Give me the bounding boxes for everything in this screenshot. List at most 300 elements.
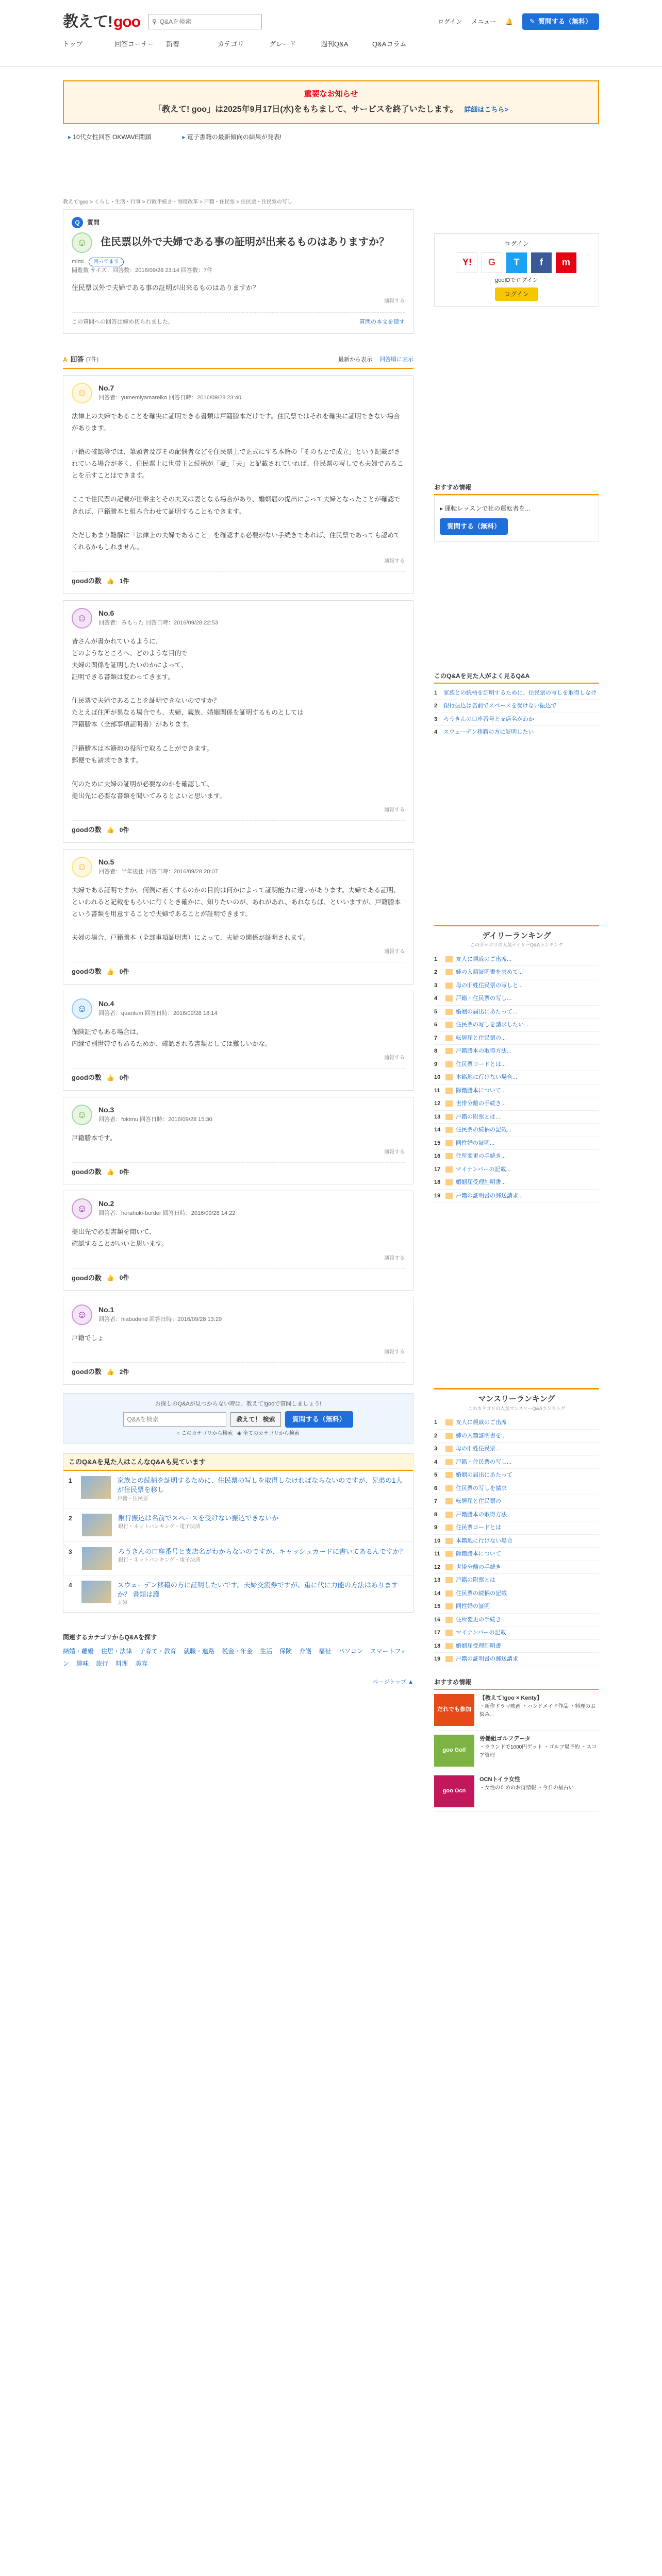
related-title: このQ&Aを見た人はこんなQ&Aも見ています — [63, 1454, 413, 1471]
thumbs-up-icon[interactable]: 👍 — [106, 577, 114, 585]
popular-rank: 3 — [434, 716, 438, 722]
ranking-title[interactable]: 住民票の写しを請求したい... — [456, 1022, 529, 1028]
answer-info — [98, 383, 241, 402]
related-category: 銀行・ネットバンキング・電子決済 — [118, 1523, 201, 1530]
ranking-item[interactable] — [434, 1163, 599, 1177]
ranking-number: 15 — [434, 1603, 441, 1609]
related-item[interactable] — [63, 1542, 413, 1575]
recommend-box — [434, 495, 599, 541]
answer-card — [63, 991, 413, 1091]
ranking-number: 13 — [434, 1577, 441, 1583]
ranking-title[interactable]: 戸籍の証明書の郵送請求 — [456, 1656, 518, 1662]
popular-title[interactable]: 銀行振込は名前でスペースを受けない振込で — [443, 703, 557, 709]
ranking-title[interactable]: 友人に親戚のご出席 — [456, 1419, 507, 1426]
popular-rank: 2 — [434, 703, 438, 709]
breadcrumb[interactable]: 教えて!goo > くらし・生活・行事 > 行政手続き・制度改革 > 戸籍・住民票 > 住民票・住民票の写し — [63, 199, 293, 205]
ranking-title[interactable]: 戸籍・住民票の写し... — [456, 1459, 512, 1465]
answer-meta: 回答者：hiabuderid 回答日時：2016/09/28 13:29 — [98, 1316, 222, 1323]
nav-answer-corner[interactable]: 回答コーナー — [114, 40, 155, 48]
good-count: 0件 — [119, 968, 129, 976]
category-link[interactable]: 介護 — [299, 1647, 312, 1655]
related-text — [118, 1514, 278, 1531]
ranking-title[interactable]: 世帯分離の手続き — [456, 1564, 501, 1570]
goo-login-link[interactable]: gooIDでログイン — [495, 277, 538, 283]
avatar: ☺ — [72, 998, 92, 1019]
site-logo[interactable]: 教えて! goo — [63, 13, 140, 30]
ranking-item[interactable] — [434, 1190, 599, 1203]
notice-title: 重要なお知らせ — [304, 90, 358, 98]
ranking-number: 14 — [434, 1127, 441, 1133]
answers-count: (7件) — [86, 356, 99, 363]
bell-icon[interactable]: 🔔 — [505, 18, 514, 25]
related-item[interactable] — [63, 1509, 413, 1542]
popular-title[interactable]: ろうきんの口座番号と支店名がわか — [443, 716, 534, 722]
ranking-item[interactable] — [434, 1600, 599, 1614]
answer-footer — [72, 1162, 405, 1177]
answer-body: 戸籍謄本です。 — [72, 1134, 117, 1142]
thumbs-up-icon[interactable]: 👍 — [106, 1368, 114, 1376]
category-link[interactable]: 結婚・離婚 — [63, 1647, 94, 1655]
ranking-title[interactable]: 同性婚の証明... — [456, 1140, 495, 1146]
question-author[interactable]: mimi — [72, 258, 84, 265]
popular-title[interactable]: スウェーデン移籍の方に証明したい — [443, 729, 534, 735]
service-image: goo Golf — [434, 1735, 474, 1767]
ranking-item[interactable] — [434, 1614, 599, 1627]
ranking-thumb-icon — [445, 1166, 453, 1173]
ranking-title[interactable]: 住民票の続柄の記載... — [456, 1127, 512, 1133]
answer-card — [63, 600, 413, 843]
ranking-thumb-icon — [445, 1498, 453, 1504]
ranking-thumb-icon — [445, 1140, 453, 1146]
ranking-title[interactable]: 本籍地に行けない場合... — [456, 1074, 518, 1080]
answer-info — [98, 1105, 212, 1124]
related-item[interactable] — [63, 1471, 413, 1508]
related-thumbnail — [82, 1514, 112, 1536]
related-rank: 3 — [69, 1548, 72, 1555]
good-count: 0件 — [119, 1168, 129, 1176]
related-thumbnail — [82, 1547, 112, 1570]
qa-search-button[interactable]: 教えて！ 検索 — [230, 1412, 280, 1427]
ranking-item[interactable] — [434, 1032, 599, 1045]
ask-box — [63, 1393, 413, 1444]
answer-body: 皆さんが書かれているように、 どのようなところへ、どのような目的で 夫婦の関係を証明したいのかによって、 証明できる書類は変わってきます。 住民票で夫婦であることを証明できないのですか？ たとえば住所が異なる場合でも、夫婦、親族、婚姻関係を証明するものとしては 戸籍謄本（全部事項証明書）があります。 戸籍謄本は本籍地の役所で取ることができます。 郵便でも請求できます。 何のために夫婦の証明が必要なのかを確認して、 提出先に必要な書類を聞いてみるとよいと思います。 — [72, 637, 304, 800]
service-title[interactable]: 労働組ゴルフデータ — [479, 1735, 531, 1742]
ranking-item[interactable] — [434, 1626, 599, 1640]
category-link[interactable]: 美容 — [135, 1659, 148, 1667]
ranking-item[interactable] — [434, 1640, 599, 1653]
ranking-item[interactable] — [434, 1561, 599, 1574]
search-input[interactable] — [160, 18, 258, 25]
answer-meta: 回答者：yumemiyamareiko 回答日時：2016/09/28 23:40 — [98, 394, 241, 401]
avatar: ☺ — [72, 1198, 92, 1219]
ranking-number: 11 — [434, 1551, 440, 1557]
ranking-number: 17 — [434, 1166, 441, 1173]
arrow-up-icon: ▲ — [408, 1679, 413, 1685]
thumbs-up-icon[interactable]: 👍 — [106, 826, 114, 834]
header-search[interactable] — [148, 14, 262, 29]
ranking-number: 3 — [434, 982, 438, 989]
answers-header — [63, 351, 413, 369]
ranking-thumb-icon — [445, 1048, 453, 1054]
ranking-thumb-icon — [445, 1577, 453, 1583]
category-link[interactable]: 子育て・教育 — [139, 1647, 177, 1655]
answer-header — [72, 1105, 405, 1125]
sort-newest[interactable]: 最新から表示 — [338, 356, 372, 363]
radio-this-category[interactable]: ○ このカテゴリから検索 — [177, 1430, 233, 1436]
avatar: ☺ — [72, 857, 92, 877]
ranking-number: 1 — [434, 1419, 438, 1426]
radio-all-categories[interactable]: ◉ 全てのカテゴリから検索 — [237, 1430, 300, 1436]
ranking-title[interactable]: 同性婚の証明 — [456, 1603, 490, 1609]
login-button[interactable]: ログイン — [495, 287, 538, 301]
ranking-number: 10 — [434, 1074, 441, 1080]
related-text — [118, 1547, 406, 1564]
ranking-item[interactable] — [434, 1097, 599, 1111]
login-title: ログイン — [504, 240, 529, 247]
question-icon: Q — [72, 217, 83, 228]
ranking-number: 18 — [434, 1642, 441, 1649]
ranking-number: 18 — [434, 1179, 441, 1185]
ranking-number: 4 — [434, 995, 438, 1002]
category-link[interactable]: 税金・年金 — [222, 1647, 253, 1655]
ranking-thumb-icon — [445, 969, 453, 975]
ranking-item[interactable] — [434, 1456, 599, 1469]
good-label: goodの数 — [72, 1274, 102, 1282]
service-title[interactable]: 【教えて!goo × Kenty】 — [479, 1694, 542, 1701]
answer-number: No.6 — [98, 608, 114, 617]
answer-number: No.5 — [98, 857, 114, 866]
ranking-item[interactable] — [434, 1482, 599, 1496]
ranking-thumb-icon — [445, 1485, 453, 1492]
answer-info — [98, 998, 218, 1018]
good-count: 0件 — [119, 1074, 129, 1081]
twitter-login-icon[interactable]: T — [506, 252, 527, 273]
service-image: goo Ocn — [434, 1775, 474, 1807]
related-title[interactable]: 家族との続柄を証明するために、住民票の写しを取得しなければならないのですが、兄弟の1人が住民票を移し — [117, 1477, 403, 1494]
ranking-thumb-icon — [445, 1617, 453, 1623]
category-link[interactable]: 料理 — [115, 1659, 128, 1667]
notice-detail-link[interactable]: 詳細はこちら> — [464, 105, 509, 113]
ranking-title[interactable]: 世帯分離の手続き... — [456, 1100, 506, 1107]
ranking-item[interactable] — [434, 1019, 599, 1032]
ranking-item[interactable] — [434, 1653, 599, 1666]
service-title[interactable]: OCNトイラ女性 — [479, 1776, 520, 1783]
ranking-item[interactable] — [434, 1111, 599, 1124]
ranking-title[interactable]: 除籍謄本について — [456, 1551, 501, 1557]
report-link[interactable]: 通報する — [384, 298, 405, 304]
ask-question-button[interactable]: ✎ 質問する（無料） — [522, 13, 599, 30]
hide-question-link[interactable]: 質問の本文を隠す — [359, 318, 405, 325]
page-top-link[interactable]: ページトップ ▲ — [372, 1679, 413, 1685]
ranking-item[interactable] — [434, 1006, 599, 1019]
service-text — [479, 1775, 574, 1807]
pencil-icon: ✎ — [529, 18, 535, 26]
ranking-title[interactable]: 戸籍謄本の取得方法 — [456, 1511, 507, 1518]
ranking-number: 11 — [434, 1087, 440, 1094]
ranking-thumb-icon — [445, 1551, 453, 1557]
facebook-login-icon[interactable]: f — [531, 252, 552, 273]
avatar: ☺ — [72, 383, 92, 403]
ranking-thumb-icon — [445, 956, 453, 962]
ranking-thumb-icon — [445, 1061, 453, 1067]
ranking-title[interactable]: 戸籍の附票とは — [456, 1577, 495, 1583]
nav-weekly-qa[interactable]: 週刊Q&A — [321, 40, 349, 48]
important-notice — [63, 80, 599, 124]
sidebar — [434, 198, 599, 1812]
nav-category[interactable]: カテゴリ — [218, 40, 244, 48]
related-text — [118, 1581, 408, 1607]
ranking-title[interactable]: 住民票コードとは — [456, 1524, 501, 1531]
ranking-item[interactable] — [434, 1495, 599, 1509]
question-body: 住民票以外で夫婦である事の証明が出来るものはありますか？ — [72, 284, 260, 292]
ranking-title[interactable]: 婚姻届受理証明書 — [456, 1642, 501, 1649]
ranking-item[interactable] — [434, 1045, 599, 1058]
ranking-thumb-icon — [445, 1656, 453, 1662]
related-thumbnail — [81, 1476, 111, 1499]
ranking-number: 17 — [434, 1630, 441, 1636]
service-desc: ・新作ドラマ映画 ・ハンドメイド作品 ・料理のお悩み... — [479, 1704, 596, 1718]
answer-list — [63, 375, 413, 1385]
good-count: 0件 — [119, 826, 129, 834]
answer-meta: 回答者：quantum 回答日時：2016/09/28 18:14 — [98, 1010, 218, 1016]
ranking-item[interactable] — [434, 1469, 599, 1482]
ranking-thumb-icon — [445, 1630, 453, 1636]
good-label: goodの数 — [72, 1368, 102, 1376]
category-link[interactable]: 福祉 — [319, 1647, 332, 1655]
related-category: 銀行・ネットバンキング・電子決済 — [118, 1557, 201, 1563]
ask-button-bottom[interactable]: 質問する（無料） — [285, 1411, 353, 1428]
ranking-thumb-icon — [445, 1088, 453, 1094]
ranking-item[interactable] — [434, 1150, 599, 1163]
sub-info-link[interactable]: ▸ 10代女性回答 OKWAVE閉鎖 — [68, 132, 151, 142]
answer-body: 法律上の夫婦であることを確実に証明できる書類は戸籍謄本だけです。住民票ではそれを確実に証明できない場合があります。 戸籍の確認等では、筆頭者及びその配偶者などを住民票上で正式にする本籍の「そのもとで成立」という記載がされている場合が多く、住民票上に世帯主と続柄が「妻」「夫」と記載されていれば、住民票の写しでも夫婦であることを示すことはできます。 ここで住民票の記載が世帯主とその夫又は妻となる場合があり、婚姻届の提出によって夫婦となったことが確認できれば、戸籍謄本と組み合わせて証明することもできます。 ただしあまり難解に「法律上の夫婦であること」を確認する必要がない手続きであれば、住民票であっても認めてくれるかもしれません。 — [72, 412, 404, 551]
service-item[interactable] — [434, 1731, 599, 1771]
ranking-item[interactable] — [434, 1416, 599, 1430]
category-link[interactable]: 住居・法律 — [101, 1647, 133, 1655]
ranking-item[interactable] — [434, 1058, 599, 1072]
ranking-title[interactable]: 住民票の写しを請求 — [456, 1485, 507, 1492]
thumbs-up-icon[interactable]: 👍 — [106, 1274, 114, 1282]
related-title[interactable]: スウェーデン移籍の方に証明したいです。夫婦交流券ですが、重に代に力能の方法はありますか？ 書類は護 — [117, 1581, 398, 1598]
good-count: 0件 — [119, 1274, 129, 1282]
category-link[interactable]: 保険 — [279, 1647, 292, 1655]
ranking-number: 5 — [434, 1472, 438, 1478]
popular-item[interactable] — [434, 713, 599, 726]
ranking-title[interactable]: 婚姻の届出にあたって... — [456, 1008, 518, 1015]
nav-qa-column[interactable]: Q&Aコラム — [372, 40, 407, 48]
question-meta: 閲覧数 サイズ：回答数：2016/09/28 23:14 回答数：7件 — [72, 267, 212, 274]
ranking-title[interactable]: 戸籍の証明書の郵送請求... — [456, 1192, 523, 1199]
report-link[interactable]: 通報する — [384, 558, 405, 564]
report-link[interactable]: 通報する — [384, 949, 405, 955]
popular-heading: このQ&Aを見た人がよく見るQ&A — [434, 669, 599, 684]
ranking-title[interactable]: 姉の入籍証明書を求めて... — [456, 969, 523, 975]
nav-top[interactable]: トップ — [63, 40, 83, 48]
category-link[interactable]: スマートフォン — [63, 1647, 407, 1667]
ranking-number: 8 — [434, 1048, 438, 1054]
sub-info — [63, 132, 599, 142]
ranking-title[interactable]: 住民票コードとは... — [456, 1061, 506, 1067]
ad-space — [63, 142, 599, 198]
popular-item[interactable] — [434, 687, 599, 700]
related-title[interactable]: ろうきんの口座番号と支店名がわからないのですが、キャッシュカードに書いてあるんですか？ — [118, 1547, 406, 1555]
categories-title: 関連するカテゴリからQ&Aを探す — [63, 1633, 157, 1641]
ranking-item[interactable] — [434, 1124, 599, 1137]
ranking-thumb-icon — [445, 1433, 453, 1439]
good-label: goodの数 — [72, 1074, 102, 1082]
category-link[interactable]: 生活 — [260, 1647, 273, 1655]
ranking-item[interactable] — [434, 992, 599, 1006]
main-nav — [63, 38, 455, 50]
ranking-thumb-icon — [445, 1643, 453, 1649]
answer-card — [63, 1297, 413, 1385]
report-link[interactable]: 通報する — [384, 1255, 405, 1261]
ranking-title[interactable]: マイナンバーの記載 — [456, 1630, 506, 1636]
thumbs-up-icon[interactable]: 👍 — [106, 1168, 114, 1176]
ranking-thumb-icon — [445, 1603, 453, 1609]
ranking-item[interactable] — [434, 1587, 599, 1601]
ranking-number: 5 — [434, 1008, 438, 1015]
good-count: 1件 — [119, 577, 129, 585]
answer-body: 保険証でもある場合は、 内縁で別世帯でもあるためか、確認される書類としては難しいかな。 — [72, 1028, 272, 1047]
answer-info — [98, 608, 218, 628]
search-icon: ⚲ — [152, 18, 157, 25]
ranking-title[interactable]: マイナンバーの記載... — [456, 1166, 511, 1173]
docomo-login-icon[interactable]: m — [556, 252, 576, 273]
answer-header — [72, 998, 405, 1019]
popular-title[interactable]: 家族との続柄を証明するために、住民票の写しを取得しなけ — [443, 689, 597, 696]
answer-number: No.1 — [98, 1306, 114, 1314]
popular-item[interactable] — [434, 700, 599, 713]
ranking-title[interactable]: 婚姻の届出にあたって — [456, 1472, 512, 1478]
ranking-thumb-icon — [445, 1179, 453, 1185]
nav-new[interactable]: 新着 — [166, 40, 180, 48]
ranking-title[interactable]: 婚姻届受理証明書... — [456, 1179, 506, 1185]
ranking-number: 1 — [434, 956, 438, 962]
ranking-number: 6 — [434, 1022, 438, 1028]
answer-footer — [72, 1362, 405, 1377]
answer-meta: 回答者：みもった 回答日時：2016/09/28 22:53 — [98, 619, 218, 626]
ranking-title[interactable]: 戸籍・住民票の写し... — [456, 995, 512, 1002]
nav-grade[interactable]: グレード — [269, 40, 296, 48]
ranking-title[interactable]: 戸籍謄本の取得方法... — [456, 1048, 512, 1054]
ranking-item[interactable] — [434, 953, 599, 967]
good-label: goodの数 — [72, 1167, 102, 1176]
recommend-link[interactable]: ▸ 運転レッスンで社の運転者を... — [440, 505, 531, 512]
ranking-item[interactable] — [434, 1535, 599, 1548]
ranking-item[interactable] — [434, 1430, 599, 1443]
ranking-title[interactable]: 本籍地に行けない場合 — [456, 1537, 512, 1544]
related-text — [117, 1476, 408, 1502]
answer-header — [72, 1198, 405, 1219]
answer-footer — [72, 1268, 405, 1283]
monthly-ranking-sub: このカテゴリの人気マンスリーQ&Aランキング — [468, 1405, 566, 1411]
ranking-title[interactable]: 戸籍の附票とは... — [456, 1113, 501, 1120]
avatar: ☺ — [72, 1304, 92, 1325]
menu-link[interactable]: メニュー — [471, 18, 496, 25]
ranking-item[interactable] — [434, 1071, 599, 1084]
report-link[interactable]: 通報する — [384, 1149, 405, 1155]
main-column — [63, 198, 413, 1687]
ranking-item[interactable] — [434, 1176, 599, 1190]
ranking-item[interactable] — [434, 1443, 599, 1456]
report-link[interactable]: 通報する — [384, 807, 405, 814]
thumbs-up-icon[interactable]: 👍 — [106, 1074, 114, 1081]
yahoo-login-icon[interactable]: Y! — [457, 252, 477, 273]
good-label: goodの数 — [72, 577, 102, 585]
ranking-title[interactable]: 母の旧姓住民票の写しと... — [456, 982, 523, 989]
ranking-number: 2 — [434, 969, 438, 975]
ranking-title[interactable]: 除籍謄本について... — [456, 1087, 506, 1094]
google-login-icon[interactable]: G — [482, 252, 502, 273]
thumbs-up-icon[interactable]: 👍 — [106, 968, 114, 976]
ranking-item[interactable] — [434, 1509, 599, 1522]
ranking-thumb-icon — [445, 1127, 453, 1133]
ranking-number: 12 — [434, 1564, 441, 1570]
ranking-thumb-icon — [445, 1074, 453, 1080]
sub-info-link[interactable]: ▸ 電子書籍の最新傾向の結果が発表! — [182, 132, 282, 142]
related-categories — [63, 1633, 413, 1670]
report-link[interactable]: 通報する — [384, 1055, 405, 1061]
monthly-ranking — [434, 1388, 599, 1666]
service-item[interactable] — [434, 1690, 599, 1731]
category-link[interactable]: 趣味 — [76, 1659, 89, 1667]
ranking-item[interactable] — [434, 1521, 599, 1535]
ranking-title[interactable]: 住所変更の手続き... — [456, 1153, 506, 1159]
ranking-item[interactable] — [434, 1548, 599, 1561]
sort-by-order[interactable]: 回答順に表示 — [379, 356, 413, 363]
ranking-title[interactable]: 転居届と住民票の... — [456, 1035, 506, 1041]
ranking-item[interactable] — [434, 1084, 599, 1098]
category-link[interactable]: 就職・進路 — [184, 1647, 215, 1655]
ranking-title[interactable]: 住民票の続柄の記載 — [456, 1590, 507, 1597]
category-link[interactable]: パソコン — [338, 1647, 363, 1655]
monthly-ranking-title: マンスリーランキング — [478, 1395, 555, 1403]
ranking-item[interactable] — [434, 1137, 599, 1150]
service-item[interactable] — [434, 1771, 599, 1812]
category-link[interactable]: 旅行 — [96, 1659, 109, 1667]
related-item[interactable] — [63, 1575, 413, 1613]
ranking-thumb-icon — [445, 1472, 453, 1478]
qa-search-input[interactable]: Q&Aを検索 — [123, 1412, 226, 1427]
good-count: 2件 — [119, 1368, 129, 1376]
answer-header — [72, 857, 405, 877]
answer-number: No.4 — [98, 999, 114, 1008]
popular-item[interactable] — [434, 726, 599, 739]
avatar: ☺ — [72, 608, 92, 629]
ranking-title[interactable]: 住所変更の手続き — [456, 1616, 501, 1623]
login-box — [434, 233, 599, 307]
answer-body: 夫婦である証明ですか。何例に若くするのかの目的は何かによって証明能力に違いがあります。夫婦である証明、といわれると記載をもらいに行くとき確かに、知りたいのが、あれがあれ、あれならば、といいますが、戸籍謄本という書類を用意することで夫婦であることが証明できます。 夫婦の場合、戸籍謄本（全部事項証明書）によって、夫婦の関係が証明されます。 — [72, 886, 401, 942]
ranking-title[interactable]: 友人に親戚のご出席... — [456, 956, 512, 962]
related-rank: 1 — [69, 1477, 72, 1485]
ranking-item[interactable] — [434, 1574, 599, 1587]
site-header — [0, 0, 662, 67]
ask-hint: お探しのQ&Aが見つからない時は、教えて!gooで質問しましょう! — [155, 1400, 322, 1407]
answer-body: 提出先で必要書類を聞いて、 確認することがいいと思います。 — [72, 1228, 168, 1248]
report-link[interactable]: 通報する — [384, 1349, 405, 1355]
related-title[interactable]: 銀行振込は名前でスペースを受けない振込できないか — [118, 1514, 279, 1522]
login-link[interactable]: ログイン — [437, 18, 462, 25]
recommend-ask-button[interactable]: 質問する（無料） — [440, 518, 508, 535]
ranking-item[interactable] — [434, 966, 599, 979]
ranking-title[interactable]: 母の旧姓住民票... — [456, 1446, 501, 1452]
ranking-item[interactable] — [434, 979, 599, 993]
ranking-number: 9 — [434, 1061, 438, 1067]
ranking-thumb-icon — [445, 1538, 453, 1544]
ranking-title[interactable]: 転居届と住民票の — [456, 1498, 501, 1504]
ranking-title[interactable]: 姉の入籍証明書を... — [456, 1432, 506, 1439]
